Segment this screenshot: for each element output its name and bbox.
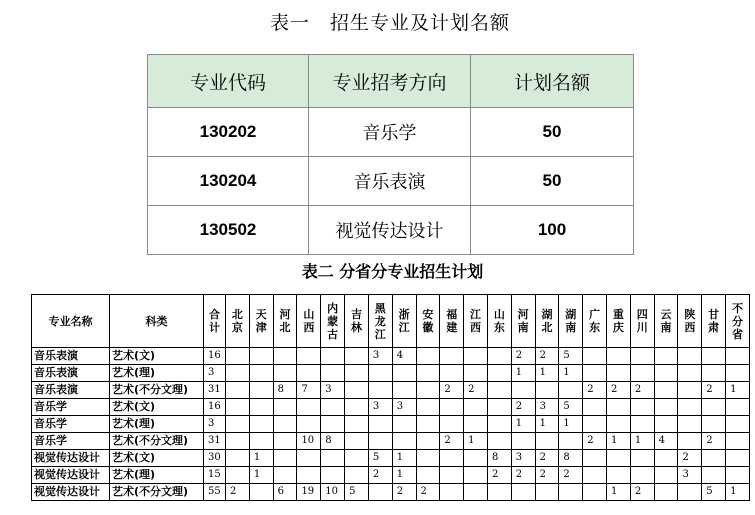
province-count-cell: 5: [368, 450, 392, 467]
province-count-cell: [654, 416, 678, 433]
table-row: [32, 433, 750, 450]
province-count-cell: [345, 416, 369, 433]
category-cell: 艺术(不分文理): [110, 382, 204, 399]
province-count-cell: 1: [607, 484, 631, 501]
major-code-cell: 130502: [148, 206, 309, 255]
header-province: 不分省: [726, 295, 750, 348]
province-count-cell: 2: [440, 382, 464, 399]
province-count-cell: [416, 467, 440, 484]
header-province: 浙江: [392, 295, 416, 348]
province-count-cell: 2: [511, 348, 535, 365]
province-count-cell: [607, 416, 631, 433]
header-major-name: 专业名称: [32, 295, 110, 348]
header-province: 四川: [630, 295, 654, 348]
province-count-cell: [345, 382, 369, 399]
province-count-cell: [630, 399, 654, 416]
province-count-cell: 1: [726, 382, 750, 399]
province-count-cell: [702, 399, 726, 416]
table-row: [148, 157, 634, 206]
province-count-cell: 8: [559, 450, 583, 467]
province-count-cell: [726, 365, 750, 382]
province-count-cell: [368, 382, 392, 399]
province-count-cell: [345, 467, 369, 484]
table-row: [32, 484, 750, 501]
province-count-cell: 2: [702, 433, 726, 450]
province-count-cell: [321, 365, 345, 382]
province-count-cell: [416, 382, 440, 399]
province-count-cell: [273, 348, 297, 365]
province-count-cell: [249, 433, 273, 450]
province-count-cell: [392, 382, 416, 399]
province-count-cell: [368, 416, 392, 433]
province-count-cell: 2: [702, 382, 726, 399]
province-count-cell: 4: [392, 348, 416, 365]
province-count-cell: [440, 348, 464, 365]
province-count-cell: [535, 484, 559, 501]
province-count-cell: 10: [297, 433, 321, 450]
header-province: 吉林: [345, 295, 369, 348]
province-count-cell: [726, 348, 750, 365]
province-count-cell: [559, 484, 583, 501]
province-count-cell: [249, 484, 273, 501]
province-count-cell: [392, 365, 416, 382]
province-count-cell: [535, 382, 559, 399]
province-count-cell: [368, 365, 392, 382]
province-count-cell: [273, 365, 297, 382]
province-count-cell: [297, 450, 321, 467]
province-count-cell: [607, 348, 631, 365]
province-count-cell: [630, 467, 654, 484]
province-count-cell: 1: [249, 450, 273, 467]
province-count-cell: [487, 382, 511, 399]
province-count-cell: 2: [368, 467, 392, 484]
province-count-cell: [321, 416, 345, 433]
province-count-cell: [654, 467, 678, 484]
province-count-cell: 1: [464, 433, 488, 450]
province-count-cell: [249, 348, 273, 365]
header-province: 北京: [226, 295, 250, 348]
province-count-cell: [487, 348, 511, 365]
province-count-cell: [559, 433, 583, 450]
header-province: 甘肃: [702, 295, 726, 348]
province-count-cell: [607, 365, 631, 382]
province-count-cell: [345, 348, 369, 365]
province-count-cell: 1: [511, 416, 535, 433]
province-count-cell: [702, 416, 726, 433]
province-count-cell: 1: [726, 484, 750, 501]
province-count-cell: [654, 484, 678, 501]
province-count-cell: [440, 467, 464, 484]
province-count-cell: [726, 399, 750, 416]
province-count-cell: [464, 399, 488, 416]
province-count-cell: 2: [630, 382, 654, 399]
table-row: [148, 108, 634, 157]
province-count-cell: [297, 365, 321, 382]
major-name-cell: 音乐学: [32, 416, 110, 433]
total-cell: 30: [204, 450, 226, 467]
province-count-cell: [607, 450, 631, 467]
category-cell: 艺术(理): [110, 365, 204, 382]
major-name-cell: 视觉传达设计: [32, 450, 110, 467]
header-province: 广东: [583, 295, 607, 348]
table-row: [32, 365, 750, 382]
province-count-cell: [726, 433, 750, 450]
province-count-cell: 2: [630, 484, 654, 501]
province-count-cell: [678, 382, 702, 399]
province-count-cell: [368, 484, 392, 501]
province-count-cell: 10: [321, 484, 345, 501]
province-count-cell: 3: [368, 348, 392, 365]
province-count-cell: [464, 484, 488, 501]
province-count-cell: [440, 399, 464, 416]
province-count-cell: 2: [535, 450, 559, 467]
province-count-cell: [630, 450, 654, 467]
header-province: 黑龙江: [368, 295, 392, 348]
province-count-cell: [249, 399, 273, 416]
province-count-cell: [226, 365, 250, 382]
total-cell: 15: [204, 467, 226, 484]
province-count-cell: 1: [559, 365, 583, 382]
major-name-cell: 音乐表演: [32, 382, 110, 399]
table-row: [32, 382, 750, 399]
province-count-cell: 6: [273, 484, 297, 501]
province-count-cell: [464, 365, 488, 382]
header-province: 内蒙古: [321, 295, 345, 348]
province-count-cell: [726, 467, 750, 484]
province-count-cell: [583, 416, 607, 433]
table2-header-row: [32, 295, 750, 348]
province-count-cell: 19: [297, 484, 321, 501]
province-count-cell: 2: [511, 467, 535, 484]
header-major-code: 专业代码: [148, 55, 309, 108]
province-count-cell: [368, 433, 392, 450]
province-count-cell: [226, 433, 250, 450]
plan-count-cell: 100: [471, 206, 634, 255]
table-row: [32, 416, 750, 433]
table-row: [32, 450, 750, 467]
province-count-cell: [321, 467, 345, 484]
province-count-cell: [702, 365, 726, 382]
province-count-cell: [416, 450, 440, 467]
province-count-cell: [273, 416, 297, 433]
province-count-cell: [678, 365, 702, 382]
province-count-cell: [273, 467, 297, 484]
province-count-cell: [583, 365, 607, 382]
province-count-cell: 2: [226, 484, 250, 501]
province-count-cell: [511, 382, 535, 399]
province-count-cell: 1: [535, 365, 559, 382]
major-name-cell: 音乐学: [32, 399, 110, 416]
province-count-cell: [226, 382, 250, 399]
major-name-cell: 音乐学: [32, 433, 110, 450]
province-count-cell: 1: [559, 416, 583, 433]
province-count-cell: [607, 467, 631, 484]
province-count-cell: 5: [559, 348, 583, 365]
province-count-cell: 1: [249, 467, 273, 484]
province-count-cell: 5: [345, 484, 369, 501]
province-count-cell: [726, 450, 750, 467]
province-count-cell: [726, 416, 750, 433]
header-total: 合计: [204, 295, 226, 348]
province-count-cell: [249, 382, 273, 399]
header-province: 河北: [273, 295, 297, 348]
province-count-cell: 2: [559, 467, 583, 484]
province-count-cell: 8: [487, 450, 511, 467]
province-count-cell: 3: [321, 382, 345, 399]
province-count-cell: [416, 433, 440, 450]
province-count-cell: 3: [535, 399, 559, 416]
province-count-cell: [630, 416, 654, 433]
province-count-cell: 3: [368, 399, 392, 416]
table2-title: 表二 分省分专业招生计划: [301, 262, 484, 281]
province-count-cell: 2: [583, 433, 607, 450]
total-cell: 3: [204, 365, 226, 382]
category-cell: 艺术(文): [110, 348, 204, 365]
province-count-cell: [440, 416, 464, 433]
header-plan-count: 计划名额: [471, 55, 634, 108]
province-count-cell: 2: [607, 382, 631, 399]
header-province: 江西: [464, 295, 488, 348]
header-province: 山西: [297, 295, 321, 348]
province-count-cell: 2: [416, 484, 440, 501]
plan-count-cell: 50: [471, 157, 634, 206]
total-cell: 16: [204, 348, 226, 365]
province-count-cell: [464, 467, 488, 484]
header-direction: 专业招考方向: [309, 55, 471, 108]
province-count-cell: [487, 416, 511, 433]
province-count-cell: [654, 348, 678, 365]
province-count-cell: [464, 416, 488, 433]
province-count-cell: [440, 365, 464, 382]
header-province: 湖南: [559, 295, 583, 348]
province-count-cell: 1: [630, 433, 654, 450]
province-count-cell: [273, 433, 297, 450]
major-code-cell: 130202: [148, 108, 309, 157]
province-count-cell: [440, 484, 464, 501]
province-count-cell: [678, 416, 702, 433]
province-count-cell: [416, 365, 440, 382]
plan-count-cell: 50: [471, 108, 634, 157]
province-count-cell: [226, 399, 250, 416]
province-count-cell: [583, 348, 607, 365]
province-count-cell: 2: [535, 467, 559, 484]
province-plan-table: [31, 294, 750, 501]
table1-title: 表一 招生专业及计划名额: [269, 12, 510, 34]
province-count-cell: [416, 416, 440, 433]
table-row: [32, 467, 750, 484]
province-count-cell: [511, 484, 535, 501]
table-row: [32, 348, 750, 365]
header-province: 云南: [654, 295, 678, 348]
province-count-cell: [654, 365, 678, 382]
header-province: 安徽: [416, 295, 440, 348]
province-count-cell: [226, 348, 250, 365]
province-count-cell: [678, 348, 702, 365]
direction-cell: 视觉传达设计: [309, 206, 471, 255]
province-count-cell: [654, 399, 678, 416]
province-count-cell: [607, 399, 631, 416]
province-count-cell: [321, 450, 345, 467]
major-name-cell: 音乐表演: [32, 365, 110, 382]
major-name-cell: 视觉传达设计: [32, 484, 110, 501]
category-cell: 艺术(文): [110, 450, 204, 467]
province-count-cell: 3: [392, 399, 416, 416]
province-count-cell: 2: [464, 382, 488, 399]
province-count-cell: [345, 450, 369, 467]
province-count-cell: [464, 450, 488, 467]
province-count-cell: [678, 484, 702, 501]
total-cell: 55: [204, 484, 226, 501]
header-province: 重庆: [607, 295, 631, 348]
province-count-cell: 1: [535, 416, 559, 433]
province-count-cell: [392, 416, 416, 433]
province-count-cell: [702, 467, 726, 484]
province-count-cell: [416, 348, 440, 365]
province-count-cell: [535, 433, 559, 450]
province-count-cell: [440, 450, 464, 467]
province-count-cell: 3: [511, 450, 535, 467]
province-count-cell: [297, 399, 321, 416]
province-count-cell: [297, 348, 321, 365]
province-count-cell: [226, 450, 250, 467]
province-count-cell: [249, 416, 273, 433]
province-count-cell: [583, 484, 607, 501]
province-count-cell: [416, 399, 440, 416]
province-count-cell: 5: [559, 399, 583, 416]
header-province: 河南: [511, 295, 535, 348]
province-count-cell: 2: [535, 348, 559, 365]
province-count-cell: [273, 399, 297, 416]
province-count-cell: 5: [702, 484, 726, 501]
direction-cell: 音乐表演: [309, 157, 471, 206]
province-count-cell: 4: [654, 433, 678, 450]
province-count-cell: [464, 348, 488, 365]
province-count-cell: [583, 450, 607, 467]
province-count-cell: [226, 416, 250, 433]
table-row: [32, 399, 750, 416]
province-count-cell: [654, 450, 678, 467]
header-province: 天津: [249, 295, 273, 348]
province-count-cell: 2: [392, 484, 416, 501]
province-count-cell: [273, 450, 297, 467]
province-count-cell: 8: [273, 382, 297, 399]
category-cell: 艺术(理): [110, 467, 204, 484]
province-count-cell: [487, 484, 511, 501]
province-count-cell: 1: [607, 433, 631, 450]
province-count-cell: 1: [392, 467, 416, 484]
major-plan-table: [147, 54, 634, 255]
province-count-cell: [559, 382, 583, 399]
direction-cell: 音乐学: [309, 108, 471, 157]
province-count-cell: [511, 433, 535, 450]
province-count-cell: 2: [678, 450, 702, 467]
province-count-cell: 1: [511, 365, 535, 382]
province-count-cell: 1: [392, 450, 416, 467]
major-name-cell: 音乐表演: [32, 348, 110, 365]
category-cell: 艺术(理): [110, 416, 204, 433]
province-count-cell: 2: [440, 433, 464, 450]
province-count-cell: [345, 399, 369, 416]
province-count-cell: [702, 348, 726, 365]
province-count-cell: 8: [321, 433, 345, 450]
province-count-cell: [321, 399, 345, 416]
province-count-cell: [583, 399, 607, 416]
province-count-cell: 2: [583, 382, 607, 399]
province-count-cell: [487, 365, 511, 382]
province-count-cell: [678, 399, 702, 416]
category-cell: 艺术(不分文理): [110, 433, 204, 450]
province-count-cell: [487, 433, 511, 450]
province-count-cell: 2: [511, 399, 535, 416]
province-count-cell: [321, 348, 345, 365]
total-cell: 31: [204, 382, 226, 399]
province-count-cell: [297, 416, 321, 433]
province-count-cell: 3: [678, 467, 702, 484]
province-count-cell: [630, 348, 654, 365]
major-code-cell: 130204: [148, 157, 309, 206]
province-count-cell: [702, 450, 726, 467]
total-cell: 31: [204, 433, 226, 450]
province-count-cell: 7: [297, 382, 321, 399]
category-cell: 艺术(文): [110, 399, 204, 416]
table-row: [148, 206, 634, 255]
province-count-cell: [392, 433, 416, 450]
total-cell: 3: [204, 416, 226, 433]
province-count-cell: [583, 467, 607, 484]
province-count-cell: [654, 382, 678, 399]
province-count-cell: [345, 433, 369, 450]
header-province: 山东: [487, 295, 511, 348]
header-category: 科类: [110, 295, 204, 348]
header-province: 陕西: [678, 295, 702, 348]
province-count-cell: [226, 467, 250, 484]
province-count-cell: [297, 467, 321, 484]
total-cell: 16: [204, 399, 226, 416]
province-count-cell: [249, 365, 273, 382]
province-count-cell: [630, 365, 654, 382]
header-province: 福建: [440, 295, 464, 348]
header-province: 湖北: [535, 295, 559, 348]
province-count-cell: [345, 365, 369, 382]
table1-header-row: [148, 55, 634, 108]
province-count-cell: [678, 433, 702, 450]
province-count-cell: [487, 399, 511, 416]
province-count-cell: 2: [487, 467, 511, 484]
major-name-cell: 视觉传达设计: [32, 467, 110, 484]
category-cell: 艺术(不分文理): [110, 484, 204, 501]
